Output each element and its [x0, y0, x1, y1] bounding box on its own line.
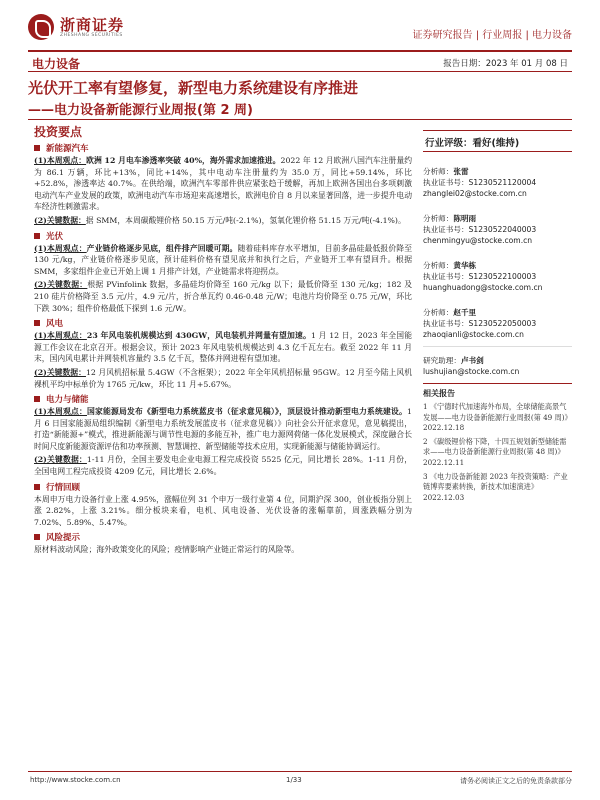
analyst-label: 分析师：	[423, 261, 454, 270]
square-bullet-icon	[34, 484, 40, 490]
square-bullet-icon	[34, 233, 40, 239]
paragraph-lead: (1)本周观点：	[34, 156, 87, 165]
section-heading	[34, 141, 412, 155]
rating-box	[423, 130, 572, 152]
logo-english-name: ZHESHANG SECURITIES	[60, 33, 123, 38]
paragraph-text: 随着硅料库存水平增加，目前多晶硅最低报价降至 130 元/kg，产业链价格逐步见底，预计硅料价格有望见底并和执行之后，产业链开工率有望回升。根据 SMM，多家组件企业已开始上调 1 月排产计划，产业链需求将迎拐点。	[34, 243, 412, 276]
analyst-name: 张雷	[453, 167, 469, 176]
research-assistant	[423, 355, 572, 377]
paragraph-lead: (2)关键数据：	[34, 280, 88, 290]
paragraph-highlight: 23 年风电装机规模达到 430GW，风电装机并网量有望加速。	[86, 331, 311, 341]
sector-name: 电力设备	[32, 57, 81, 71]
related-report-list	[423, 402, 572, 503]
analyst-cert: 执业证书号：S1230522040003	[423, 225, 537, 234]
paragraph-lead: (2)关键数据：	[34, 367, 86, 377]
section-paragraph	[34, 155, 412, 213]
square-bullet-icon	[34, 145, 40, 151]
paragraph-text: 根据 PVinfolink 数据，多晶硅均价降至 160 元/kg 以下；最低价降至 130 元/kg；182 及 210 硅片价格降至 3.5 元/片，4.9 元/片，折合单瓦约 0.46-0.48 元/W；电池片均价降至 0.75 元/W，环比下跌 30%；组件价格最低下探到 1.6 元/W。	[34, 280, 412, 313]
analyst-label: 分析师：	[423, 214, 454, 223]
report-header	[28, 12, 572, 48]
section-paragraph	[34, 367, 412, 390]
analyst-email[interactable]: zhanglei02@stocke.com.cn	[423, 189, 527, 198]
section-title: 风险提示	[46, 533, 81, 544]
assistant-label: 研究助理：	[423, 356, 461, 365]
section-paragraph	[34, 243, 412, 278]
report-title: 光伏开工率有望修复，新型电力系统建设有序推进	[28, 79, 359, 97]
paragraph-text: 本周申万电力设备行业上涨 4.95%，涨幅位列 31 个申万一级行业第 4 位，同期沪深 300，创业板指分别上涨 2.82%，上涨 3.21%。细分板块来看，电机、风电设备、光伏设备的涨幅靠前，周涨跌幅分别为 7.02%、5.89%、5.47%。	[34, 494, 412, 527]
section-heading	[34, 229, 412, 243]
company-logo	[28, 12, 148, 46]
investment-heading: 投资要点	[34, 125, 83, 139]
disclaimer-note: 请务必阅读正文之后的免责条款部分	[460, 777, 572, 785]
paragraph-lead: (1)本周观点：	[34, 243, 87, 253]
analyst-name: 赵千里	[453, 308, 477, 317]
section-heading	[34, 392, 412, 406]
logo-icon	[28, 14, 54, 40]
section-paragraph	[34, 330, 412, 365]
analyst-email[interactable]: zhaoqianli@stocke.com.cn	[423, 330, 524, 339]
section-heading	[34, 316, 412, 330]
related-report-item[interactable]: 2 《碳级锂价格下降，十四五规划新型储能需求——电力设备新能源行业周报(第 48 周)》 2022.12.11	[423, 436, 567, 467]
assistant-name: 卢书剑	[460, 356, 484, 365]
sector-bar	[28, 50, 572, 72]
analyst-card	[423, 307, 572, 340]
footer-url[interactable]: http://www.stocke.com.cn	[30, 776, 121, 784]
analyst-name: 黄华栋	[453, 261, 477, 270]
paragraph-text: 原材料波动风险；海外政策变化的风险；疫情影响产业链正常运行的风险等。	[34, 545, 300, 555]
page-number: 1/33	[286, 776, 302, 784]
analyst-cert: 执业证书号：S1230521120004	[423, 178, 537, 187]
paragraph-highlight: 欧洲 12 月电车渗透率突破 40%，海外需求加速推进。	[86, 156, 281, 165]
square-bullet-icon	[34, 396, 40, 402]
section-paragraph	[34, 494, 412, 529]
paragraph-lead: (2)关键数据：	[34, 215, 86, 225]
related-report-item[interactable]: 1 《宁德时代加速海外布局，全球储能高景气发展——电力设备新能源行业周报(第 49 周)》 2022.12.18	[423, 402, 572, 433]
paragraph-text: 1 月 6 日国家能源局组织编制《新型电力系统发展蓝皮书（征求意见稿）》向社会公开征求意见，意见稿提出，打造“新能源+”模式，推进新能源与调节性电源的多能互补，推广电力源网荷储一体化发展模式，深度融合长时间尺度新能源资源评估和功率预测、智慧调控、新型储能等技术应用，实现新能源与储能协调运行。	[34, 407, 412, 451]
paragraph-text: 1-11 月份，全国主要发电企业电源工程完成投资 5525 亿元，同比增长 28%。1-11 月份，全国电网工程完成投资 4209 亿元，同比增长 2.6%。	[34, 455, 412, 477]
logo-name: 浙商证券	[60, 16, 125, 34]
paragraph-lead: (1)本周观点：	[34, 407, 87, 417]
paragraph-highlight: 国家能源局发布《新型电力系统蓝皮书（征求意见稿）》，顶层设计推动新型电力系统建设。	[86, 407, 408, 417]
paragraph-text: 12 月风机招标量 5.4GW（不含框架）；2022 年全年风机招标量 95GW。12 月至今陆上风机裸机平均中标单价为 1765 元/kw，环比 11 月+5.67%。	[34, 367, 413, 389]
paragraph-text: 1 月 12 日，2023 年全国能源工作会议在北京召开。根据会议，预计 2023 年风电装机规模达到 4.3 亿千瓦左右。截至 2022 年 11 月末，国内风电累计并网装机容量约 3.5 亿千瓦，整体并网进程有望加速。	[34, 331, 412, 364]
square-bullet-icon	[34, 320, 40, 326]
analyst-list	[423, 166, 572, 347]
analyst-card	[423, 260, 572, 293]
analyst-email[interactable]: chenmingyu@stocke.com.cn	[423, 236, 533, 245]
section-title: 新能源汽车	[46, 144, 89, 154]
analyst-email[interactable]: huanghuadong@stocke.com.cn	[423, 283, 543, 292]
analyst-cert: 执业证书号：S1230522100003	[423, 272, 537, 281]
section-paragraph	[34, 215, 412, 227]
assistant-email: lushujian@stocke.com.cn	[423, 367, 520, 376]
analyst-name: 陈明雨	[453, 214, 477, 223]
paragraph-highlight: 产业链价格逐步见底，组件排产回暖可期。	[86, 243, 238, 253]
related-reports-title: 相关报告	[423, 389, 455, 398]
section-paragraph	[34, 406, 412, 452]
section-heading	[34, 530, 412, 544]
analyst-label: 分析师：	[423, 167, 454, 176]
report-date: 报告日期：2023 年 01 月 08 日	[443, 59, 568, 69]
section-heading	[34, 480, 412, 494]
report-type-label: 证券研究报告 | 行业周报 | 电力设备	[412, 30, 572, 41]
paragraph-text: 据 SMM，本周碳酸锂价格 50.15 万元/吨(-2.1%)，氢氧化锂价格 51.15 万元/吨(-4.1%)。	[85, 215, 406, 225]
section-paragraph	[34, 544, 412, 556]
sidebar	[423, 125, 572, 506]
section-title: 行情回顾	[46, 482, 81, 493]
paragraph-lead: (1)本周观点：	[34, 331, 87, 341]
analyst-cert: 执业证书号：S1230522050003	[423, 319, 537, 328]
investment-points	[34, 140, 412, 558]
section-paragraph	[34, 454, 412, 477]
section-paragraph	[34, 279, 412, 314]
section-title: 电力与储能	[46, 395, 89, 406]
paragraph-text: 2022 年 12 月欧洲八国汽车注册量约为 86.1 万辆，环比+13%，同比+14%，其中电动车注册量约为 35.0 万，同比+59.14%，环比+52.8%，渗透率达 40.7%。在供给端，欧洲汽车零部件供应紧张趋于缓解，再加上欧洲各国出台多项刺激电动汽车产业发展的政策，欧洲电动汽车市场迎来高速增长，欧洲电价自 8 月以来显著回落，进一步提升电动车经济性刺激需求。	[34, 156, 412, 212]
section-title: 光伏	[46, 231, 64, 242]
footer-divider	[28, 771, 572, 772]
divider	[28, 119, 572, 120]
section-title: 风电	[46, 319, 64, 330]
analyst-label: 分析师：	[423, 308, 454, 317]
industry-rating: 行业评级：看好(维持)	[425, 138, 520, 149]
report-subtitle: ——电力设备新能源行业周报(第 2 周)	[28, 103, 253, 118]
square-bullet-icon	[34, 534, 40, 540]
analyst-card	[423, 166, 572, 199]
analyst-card	[423, 213, 572, 246]
related-reports	[423, 383, 572, 503]
paragraph-lead: (2)关键数据：	[34, 455, 87, 465]
related-report-item[interactable]: 3 《电力设备新能源 2023 年投资策略：产业链博弈要素转换，新技术加速演进》 2022.12.03	[423, 471, 568, 502]
